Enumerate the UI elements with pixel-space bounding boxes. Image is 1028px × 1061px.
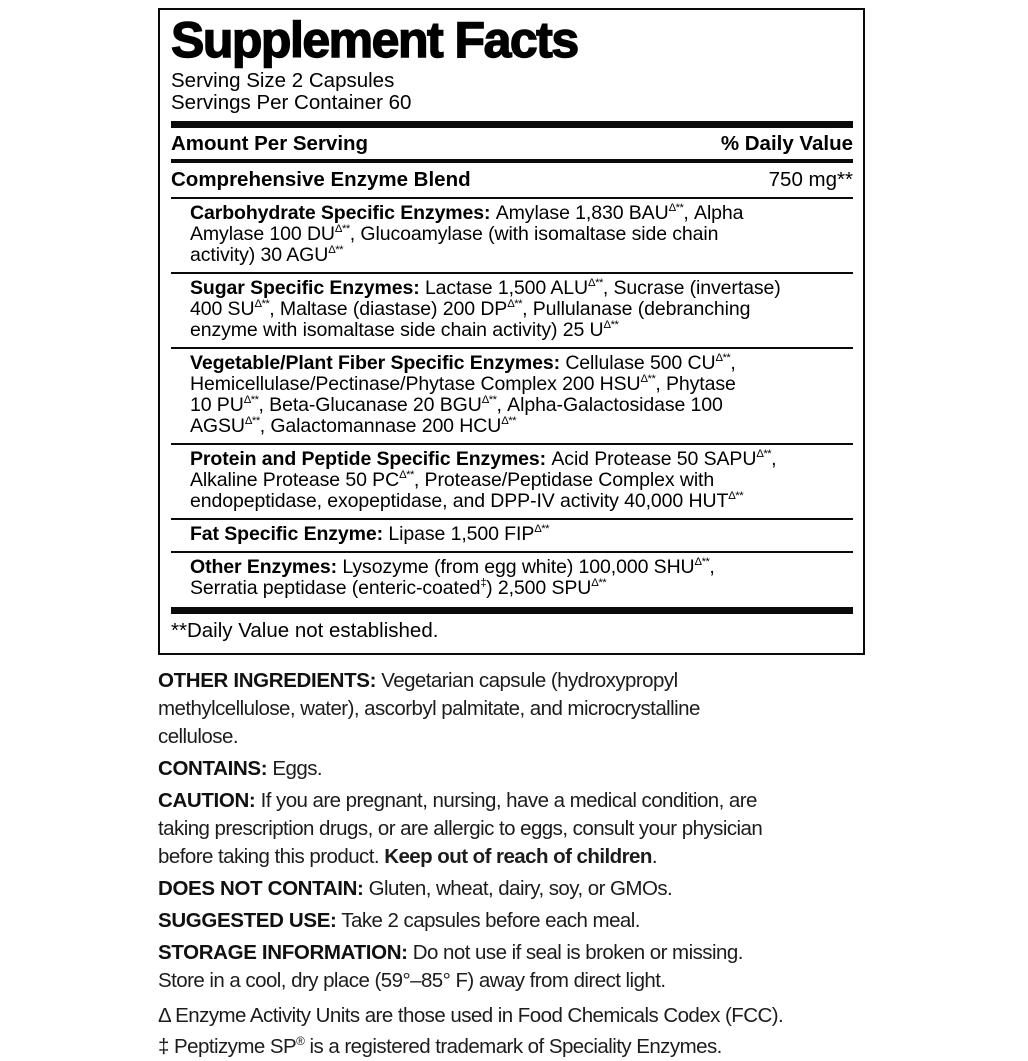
footnote-line	[158, 1002, 872, 1030]
superscript-mark: Δ**	[328, 243, 344, 256]
superscript-mark: Δ**	[715, 351, 731, 364]
amount-per-serving-label: Amount Per Serving	[171, 132, 369, 155]
superscript-mark: Δ**	[728, 489, 744, 502]
body-text: Amylase 100 DU	[190, 223, 335, 245]
superscript-mark: Δ**	[603, 318, 619, 331]
body-text: Hemicellulase/Pectinase/Phytase Complex 200 HSU	[190, 373, 641, 395]
blend-name: Comprehensive Enzyme Blend	[171, 168, 471, 191]
body-text: ‡ Peptizyme SP	[158, 1035, 297, 1058]
body-text: taking prescription drugs, or are allergic to eggs, consult your physician	[158, 817, 763, 840]
additional-info	[158, 667, 872, 995]
superscript-mark: Δ**	[640, 372, 656, 385]
body-text: Cellulase 500 CU	[565, 352, 716, 374]
servings-per-container: Servings Per Container 60	[171, 91, 412, 114]
body-text: is a registered trademark of Speciality Enzymes.	[304, 1035, 722, 1058]
body-text: , Glucoamylase (with isomaltase side chain	[349, 223, 719, 245]
body-text: .	[651, 845, 658, 868]
body-text: , Alpha-Galactosidase 100	[496, 394, 723, 416]
enzyme-section-row	[190, 274, 853, 347]
body-text: Vegetarian capsule (hydroxypropyl	[376, 669, 678, 692]
body-text: ,	[771, 448, 777, 470]
body-text: ,	[709, 556, 715, 578]
divider-thick-top	[171, 121, 853, 128]
superscript-mark: Δ**	[507, 297, 523, 310]
divider-thick-bottom	[171, 607, 853, 614]
superscript-mark: Δ**	[334, 222, 350, 235]
body-text: , Beta-Glucanase 20 BGU	[258, 394, 482, 416]
superscript-mark: Δ**	[501, 414, 517, 427]
body-text: Take 2 capsules before each meal.	[336, 909, 640, 932]
body-text: Amylase 1,830 BAU	[495, 202, 669, 224]
body-text: before taking this product.	[158, 845, 385, 868]
info-paragraph	[158, 787, 872, 871]
body-text: endopeptidase, exopeptidase, and DPP-IV activity 40,000 HUT	[190, 490, 729, 512]
body-text: methylcellulose, water), ascorbyl palmitate, and microcrystalline	[158, 697, 700, 720]
enzyme-sections	[171, 199, 853, 605]
superscript-mark: Δ**	[668, 201, 684, 214]
label-footnotes	[158, 1002, 872, 1061]
body-text: Δ Enzyme Activity Units are those used in Food Chemicals Codex (FCC).	[158, 1004, 784, 1027]
superscript-mark: ‡	[480, 576, 487, 589]
body-text: ) 2,500 SPU	[486, 577, 592, 599]
enzyme-section-row	[190, 199, 853, 272]
body-text: Lysozyme (from egg white) 100,000 SHU	[342, 556, 695, 578]
info-label: SUGGESTED USE:	[158, 909, 337, 932]
body-text: , Phytase	[655, 373, 736, 395]
info-paragraph	[158, 939, 872, 995]
superscript-mark: Δ**	[244, 414, 260, 427]
body-text: , Maltase (diastase) 200 DP	[269, 298, 508, 320]
body-text: Gluten, wheat, dairy, soy, or GMOs.	[363, 877, 673, 900]
superscript-mark: Δ**	[694, 555, 710, 568]
body-text: Lipase 1,500 FIP	[388, 523, 535, 545]
bold-text: Sugar Specific Enzymes:	[190, 277, 425, 299]
body-text: activity) 30 AGU	[190, 244, 329, 266]
enzyme-section-row	[190, 553, 853, 605]
info-label: CAUTION:	[158, 789, 256, 812]
bold-text: Protein and Peptide Specific Enzymes:	[190, 448, 552, 470]
superscript-mark: Δ**	[588, 276, 603, 289]
body-text: AGSU	[190, 415, 245, 437]
body-text: Serratia peptidase (enteric-coated	[190, 577, 481, 599]
body-text: enzyme with isomaltase side chain activity) 25 U	[190, 319, 604, 341]
body-text: Eggs.	[267, 757, 323, 780]
superscript-mark: Δ**	[399, 468, 414, 481]
info-paragraph	[158, 667, 872, 751]
body-text: Alkaline Protease 50 PC	[190, 469, 400, 491]
superscript-mark: Δ**	[243, 393, 259, 406]
daily-value-footnote: **Daily Value not established.	[171, 619, 439, 642]
enzyme-section-row	[190, 349, 853, 443]
body-text: ,	[730, 352, 736, 374]
info-label: STORAGE INFORMATION:	[158, 941, 408, 964]
superscript-mark: Δ**	[591, 576, 607, 589]
info-paragraph	[158, 875, 872, 903]
superscript-mark: Δ**	[534, 522, 550, 535]
body-text: , Protease/Peptidase Complex with	[413, 469, 715, 491]
body-text: 400 SU	[190, 298, 255, 320]
body-text: , Galactomannase 200 HCU	[259, 415, 502, 437]
footnote-line	[158, 1033, 872, 1061]
body-text: Lactase 1,500 ALU	[424, 277, 589, 299]
bold-text: Other Enzymes:	[190, 556, 343, 578]
blend-row	[171, 163, 853, 197]
supplement-facts-panel	[158, 8, 865, 655]
superscript-mark: ®	[296, 1033, 305, 1048]
bold-text: Keep out of reach of children	[384, 845, 652, 868]
enzyme-section-row	[190, 445, 853, 518]
daily-value-label: % Daily Value	[720, 132, 853, 155]
body-text: Store in a cool, dry place (59°–85° F) away from direct light.	[158, 969, 666, 992]
panel-title: Supplement Facts	[171, 12, 578, 68]
bold-text: Vegetable/Plant Fiber Specific Enzymes:	[190, 352, 566, 374]
info-paragraph	[158, 907, 872, 935]
enzyme-section-row	[190, 520, 853, 551]
info-paragraph	[158, 755, 872, 783]
body-text: , Alpha	[683, 202, 744, 224]
body-text: , Sucrase (invertase)	[602, 277, 781, 299]
body-text: cellulose.	[158, 725, 238, 748]
serving-size: Serving Size 2 Capsules	[171, 69, 395, 92]
body-text: 10 PU	[190, 394, 244, 416]
superscript-mark: Δ**	[756, 447, 772, 460]
body-text: If you are pregnant, nursing, have a medical condition, are	[255, 789, 757, 812]
body-text: , Pullulanase (debranching	[522, 298, 751, 320]
superscript-mark: Δ**	[481, 393, 497, 406]
info-label: OTHER INGREDIENTS:	[158, 669, 377, 692]
info-label: CONTAINS:	[158, 757, 268, 780]
column-header-row	[171, 128, 853, 159]
blend-amount: 750 mg**	[768, 168, 853, 191]
superscript-mark: Δ**	[254, 297, 270, 310]
body-text: Acid Protease 50 SAPU	[551, 448, 757, 470]
bold-text: Fat Specific Enzyme:	[190, 523, 389, 545]
bold-text: Carbohydrate Specific Enzymes:	[190, 202, 496, 224]
body-text: Do not use if seal is broken or missing.	[407, 941, 743, 964]
info-label: DOES NOT CONTAIN:	[158, 877, 364, 900]
